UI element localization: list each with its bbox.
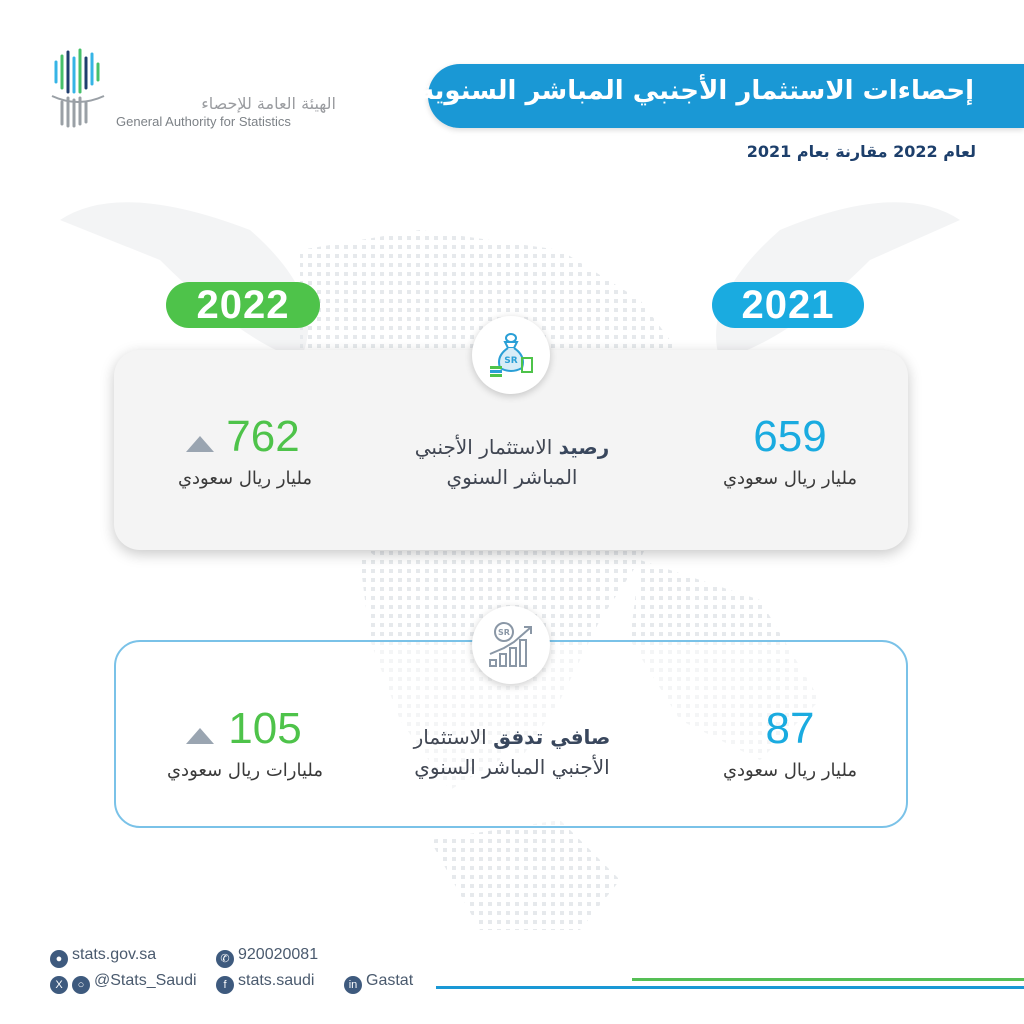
svg-text:SR: SR bbox=[504, 356, 518, 366]
fdi-inflow-value-2022: 105 bbox=[228, 704, 302, 753]
instagram-icon: ○ bbox=[72, 976, 90, 994]
fdi-stock-value-2021: 659 bbox=[753, 412, 827, 461]
fdi-inflow-unit-2022: مليارات ريال سعودي bbox=[166, 760, 324, 781]
x-icon: X bbox=[50, 976, 68, 994]
footer-social-handle[interactable]: X ○ @Stats_Saudi bbox=[50, 972, 197, 994]
logo-english-name: General Authority for Statistics bbox=[116, 114, 291, 129]
footer-phone[interactable]: ✆ 920020081 bbox=[216, 946, 318, 968]
footer-website[interactable]: ● stats.gov.sa bbox=[50, 946, 156, 968]
fdi-stock-unit-2022: مليار ريال سعودي bbox=[177, 468, 313, 489]
year-badge-2022: 2022 bbox=[166, 282, 320, 328]
fdi-inflow-unit-2021: مليار ريال سعودي bbox=[722, 760, 858, 781]
facebook-icon: f bbox=[216, 976, 234, 994]
fdi-inflow-icon-circle bbox=[472, 606, 550, 684]
page-title: إحصاءات الاستثمار الأجنبي المباشر السنوية bbox=[418, 76, 974, 106]
footer-divider-green bbox=[632, 978, 1024, 981]
fdi-stock-label: رصيد الاستثمار الأجنبي المباشر السنوي bbox=[414, 435, 610, 489]
fdi-stock-value-2022: 762 bbox=[226, 412, 300, 461]
footer-linkedin[interactable]: in Gastat bbox=[344, 972, 413, 994]
fdi-stock-unit-2021: مليار ريال سعودي bbox=[722, 468, 858, 489]
year-badge-2021: 2021 bbox=[712, 282, 864, 328]
growth-chart-icon bbox=[486, 620, 536, 670]
money-bag-icon bbox=[486, 330, 536, 380]
up-triangle-icon bbox=[186, 728, 214, 744]
footer-divider-blue bbox=[436, 986, 1024, 989]
fdi-stock-icon-circle bbox=[472, 316, 550, 394]
linkedin-icon: in bbox=[344, 976, 362, 994]
svg-text:SR: SR bbox=[498, 628, 510, 637]
fdi-inflow-value-2021: 87 bbox=[765, 704, 815, 753]
globe-icon: ● bbox=[50, 950, 68, 968]
up-triangle-icon bbox=[186, 436, 214, 452]
title-banner bbox=[418, 64, 1024, 128]
fdi-inflow-label: صافي تدفق الاستثمار الأجنبي المباشر السنوي bbox=[413, 725, 611, 779]
gastat-logo-mark-icon bbox=[48, 48, 108, 130]
logo-arabic-name: الهيئة العامة للإحصاء bbox=[201, 94, 336, 113]
footer-facebook[interactable]: f stats.saudi bbox=[216, 972, 314, 994]
gastat-logo bbox=[48, 48, 336, 130]
phone-icon: ✆ bbox=[216, 950, 234, 968]
page-subtitle: لعام 2022 مقارنة بعام 2021 bbox=[746, 142, 976, 161]
